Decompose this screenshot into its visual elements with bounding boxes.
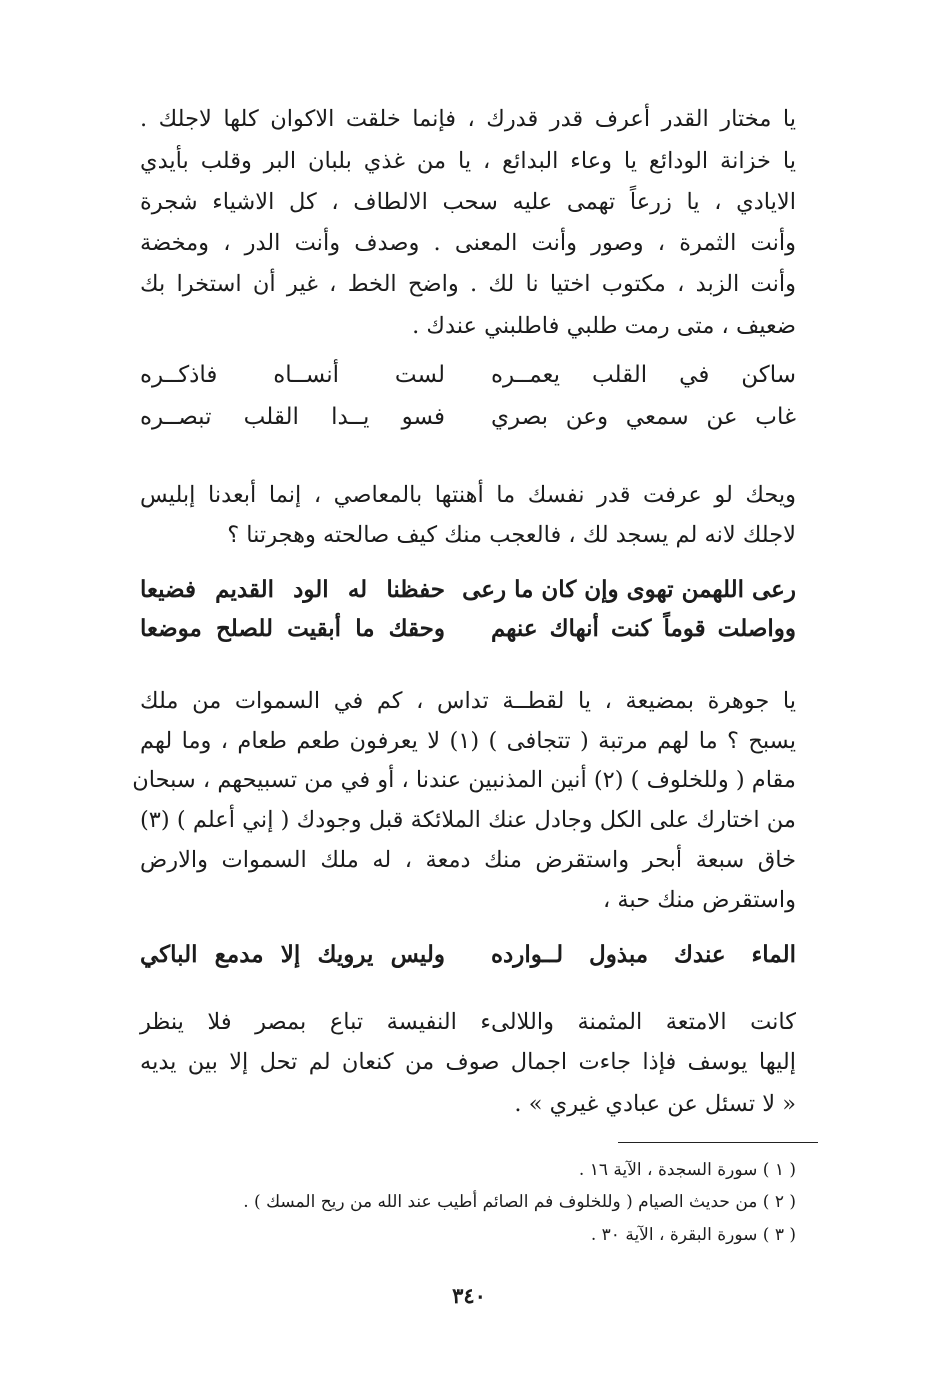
verse-1-line-2 <box>140 404 796 450</box>
paragraph-4-line-2: إليها يوسف فإذا جاءت اجمال صوف من كنعان لم تحل إلا بين يديه <box>140 1049 796 1075</box>
verse-hemistich-left: فسو يــدا القلب تبصــره <box>140 404 445 430</box>
footnote-1: ( ١ ) سورة السجدة ، الآية ١٦ . <box>578 1160 796 1180</box>
paragraph-3-line-3: مقام ( وللخلوف ) (٢) أنين المذنبين عندنا ، أو في من تسبيحهم ، سبحان <box>132 767 796 793</box>
page-number: ٣٤٠ <box>452 1283 486 1308</box>
paragraph-3-line-1: يا جوهرة بمضيعة ، يا لقطــة تداس ، كم في السموات من ملك <box>140 688 796 714</box>
verse-hemistich-left: لست أنســاه فاذكــره <box>140 362 445 388</box>
footnote-2: ( ٢ ) من حديث الصيام ( وللخلوف فم الصائم أطيب عند الله من ريح المسك ) . <box>243 1192 796 1212</box>
paragraph-1-line-3: الايادي ، يا زرعاً تهمى عليه سحب الالطاف ، كل الاشياء شجرة <box>140 189 796 215</box>
paragraph-4-line-1: كانت الامتعة المثمنة واللالىء النفيسة تباع بمصر فلا ينظر <box>140 1009 796 1035</box>
verse-2-line-2 <box>140 615 796 661</box>
verse-hemistich-right: وواصلت قوماً كنت أنهاك عنهم <box>491 615 796 642</box>
paragraph-3-line-6: واستقرض منك حبة ، <box>602 887 796 913</box>
verse-hemistich-right: رعى اللهمن تهوى وإن كان ما رعى <box>462 576 796 603</box>
paragraph-1-line-1: يا مختار القدر أعرف قدر قدرك ، فإنما خلقت الاكوان كلها لاجلك . <box>140 106 796 132</box>
verse-hemistich-right: غاب عن سمعي وعن بصري <box>491 404 796 430</box>
verse-hemistich-right: ساكن في القلب يعمــره <box>491 362 796 388</box>
verse-1-line-1 <box>140 362 796 408</box>
paragraph-3-line-2: يسبح ؟ ما لهم مرتبة ( تتجافى ) (١) لا يعرفون طعم طعام ، وما لهم <box>140 728 796 754</box>
paragraph-4-line-3: « لا تسئل عن عبادي غيري » . <box>514 1091 796 1117</box>
paragraph-2-line-2: لاجلك لانه لم يسجد لك ، فالعجب منك كيف صالحته وهجرتنا ؟ <box>227 522 796 548</box>
footnote-3: ( ٣ ) سورة البقرة ، الآية ٣٠ . <box>590 1225 796 1245</box>
footnote-divider <box>618 1142 818 1143</box>
verse-3-line-1 <box>140 941 796 987</box>
verse-hemistich-right: الماء عندك مبذول لــوارده <box>491 941 796 968</box>
paragraph-1-line-4: وأنت الثمرة ، وصور وأنت المعنى . وصدف وأنت الدر ، ومخضة <box>140 230 796 256</box>
paragraph-3-line-5: خاق سبعة أبحر واستقرض منك دمعة ، له ملك السموات والارض <box>140 847 796 873</box>
paragraph-1-line-5: وأنت الزبد ، مكتوب اختيا نا لك . واضح الخط ، غير أن استخرا بك <box>140 271 796 297</box>
verse-hemistich-left: وليس يرويك إلا مدمع الباكي <box>140 941 445 968</box>
paragraph-1-line-6: ضعيف ، متى رمت طلبي فاطلبني عندك . <box>412 313 796 339</box>
verse-hemistich-left: حفظنا له الود القديم فضيعا <box>140 576 445 603</box>
verse-hemistich-left: وحقك ما أبقيت للصلح موضعا <box>140 615 445 642</box>
paragraph-2-line-1: ويحك لو عرفت قدر نفسك ما أهنتها بالمعاصي ، إنما أبعدنا إبليس <box>140 482 796 508</box>
paragraph-1-line-2: يا خزانة الودائع يا وعاء البدائع ، يا من غذي بلبان البر وقلب بأيدي <box>140 148 796 174</box>
paragraph-3-line-4: من اختارك على الكل وجادل عنك الملائكة قبل وجودك ( إني أعلم ) (٣) <box>140 807 796 833</box>
